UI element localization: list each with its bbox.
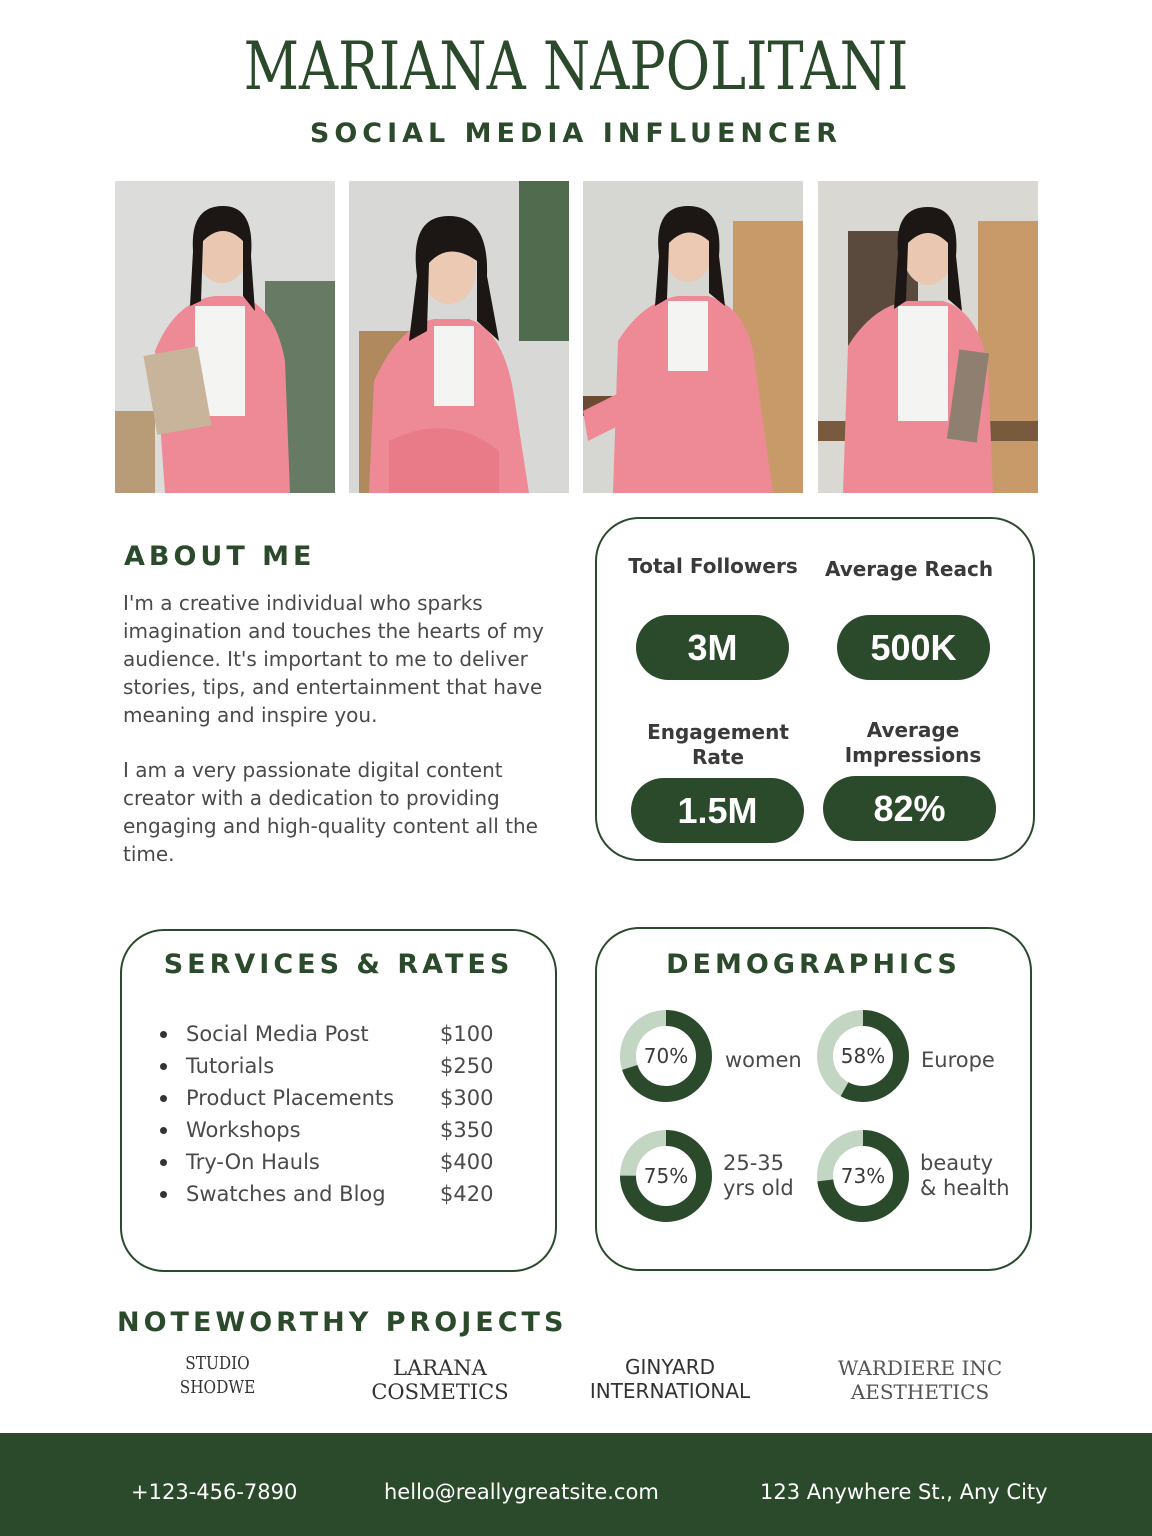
contact-phone[interactable]: +123-456-7890 bbox=[131, 1480, 298, 1504]
donut-ring bbox=[618, 1008, 714, 1104]
list-item: Tutorials $250 bbox=[160, 1050, 520, 1082]
donut-ring bbox=[815, 1128, 911, 1224]
svg-text:58%: 58% bbox=[840, 1044, 886, 1068]
stat-value-impressions: 82% bbox=[823, 776, 996, 841]
contact-address: 123 Anywhere St., Any City bbox=[760, 1480, 1048, 1504]
project-logo-studio-shodwe: STUDIO SHODWE bbox=[179, 1353, 256, 1398]
stat-value-reach: 500K bbox=[837, 615, 990, 680]
list-item: Social Media Post $100 bbox=[160, 1018, 520, 1050]
services-title: SERVICES & RATES bbox=[163, 949, 514, 980]
donut-ring bbox=[815, 1008, 911, 1104]
stat-value-engagement: 1.5M bbox=[631, 778, 804, 843]
demographic-women bbox=[618, 1008, 714, 1108]
about-text bbox=[123, 589, 553, 895]
demographic-label: women bbox=[725, 1048, 802, 1072]
portrait-photo-2 bbox=[349, 181, 569, 493]
demographics-title: DEMOGRAPHICS bbox=[666, 949, 961, 980]
project-logo-ginyard: GINYARD INTERNATIONAL bbox=[589, 1355, 751, 1403]
contact-footer bbox=[0, 1433, 1152, 1536]
demographic-label: beauty & health bbox=[920, 1151, 1010, 1200]
project-logo-wardiere: WARDIERE INC AESTHETICS bbox=[837, 1356, 1003, 1404]
projects-title: NOTEWORTHY PROJECTS bbox=[117, 1307, 568, 1338]
portrait-photo-1 bbox=[115, 181, 335, 493]
project-logo-larana: LARANA COSMETICS bbox=[371, 1356, 509, 1404]
svg-text:70%: 70% bbox=[643, 1044, 689, 1068]
list-item: Swatches and Blog $420 bbox=[160, 1178, 520, 1210]
list-item: Product Placements $300 bbox=[160, 1082, 520, 1114]
stat-label-impressions: Average Impressions bbox=[844, 718, 982, 767]
list-item: Workshops $350 bbox=[160, 1114, 520, 1146]
demographic-label: 25-35 yrs old bbox=[723, 1151, 794, 1200]
stat-label-engagement: Engagement Rate bbox=[647, 720, 789, 769]
stat-label-reach: Average Reach bbox=[824, 557, 994, 581]
demographic-age bbox=[618, 1128, 714, 1228]
svg-text:73%: 73% bbox=[840, 1164, 886, 1188]
list-item: Try-On Hauls $400 bbox=[160, 1146, 520, 1178]
demographic-label: Europe bbox=[921, 1048, 995, 1072]
portrait-photo-4 bbox=[818, 181, 1038, 493]
contact-email[interactable]: hello@reallygreatsite.com bbox=[384, 1480, 659, 1504]
svg-text:75%: 75% bbox=[643, 1164, 689, 1188]
portrait-photo-3 bbox=[583, 181, 803, 493]
photo-gallery bbox=[115, 181, 1038, 493]
stat-value-followers: 3M bbox=[636, 615, 789, 680]
donut-ring bbox=[618, 1128, 714, 1224]
demographic-europe bbox=[815, 1008, 911, 1108]
influencer-name: MARIANA NAPOLITANI bbox=[243, 28, 909, 105]
stat-label-followers: Total Followers bbox=[628, 554, 798, 578]
demographic-interest bbox=[815, 1128, 911, 1228]
about-paragraph-2: I am a very passionate digital content creator with a dedication to providing engaging and high-quality content all the time. bbox=[123, 758, 538, 866]
services-list bbox=[160, 1018, 520, 1210]
influencer-role: SOCIAL MEDIA INFLUENCER bbox=[309, 118, 843, 149]
about-paragraph-1: I'm a creative individual who sparks imagination and touches the hearts of my audience. It's important to me to deliver stories, tips, and entertainment that have meaning and inspire you. bbox=[123, 591, 544, 727]
about-title: ABOUT ME bbox=[124, 541, 316, 572]
